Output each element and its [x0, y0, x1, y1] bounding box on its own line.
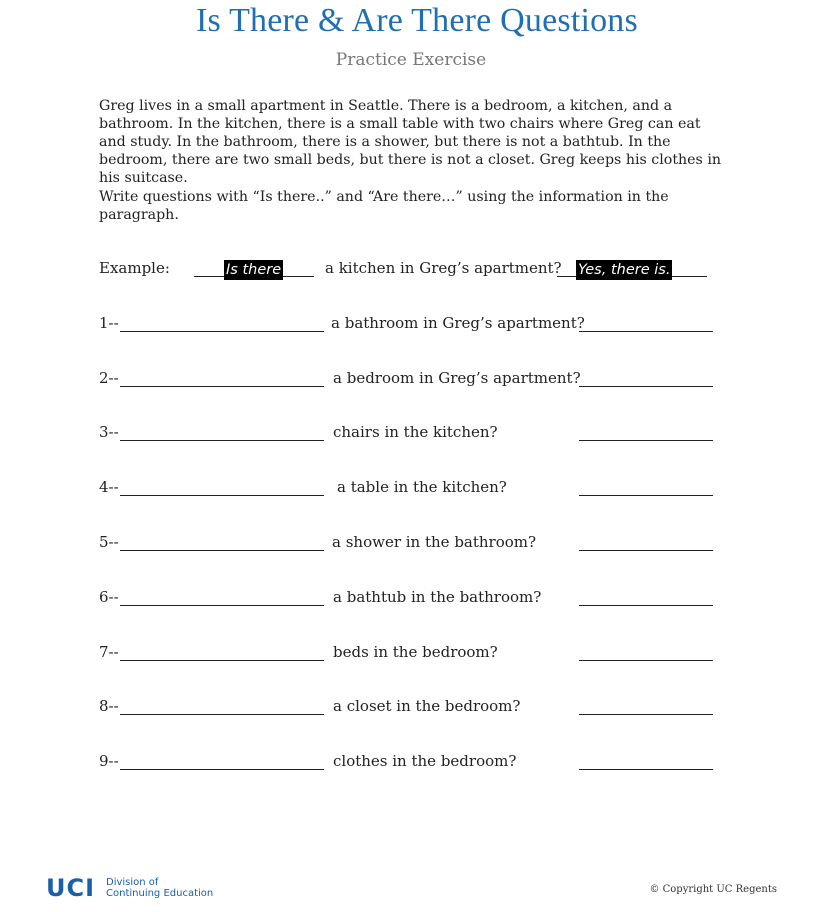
question-text: a bathtub in the bathroom?: [333, 588, 542, 606]
question-row-7: [0, 643, 834, 667]
story-paragraph: Greg lives in a small apartment in Seattle. There is a bedroom, a kitchen, and a bathroom. In the kitchen, there is a small table with two chairs where Greg can eat and study. In the bathroom, there is a shower, but there is not a bathtub. In the bedroom, there are two small beds, but there is not a closet. Greg keeps his clothes in his suitcase.: [99, 98, 722, 186]
answer-blank[interactable]: [579, 550, 713, 551]
question-blank[interactable]: [120, 495, 324, 496]
instructions-paragraph: Write questions with “Is there..” and “Are there…” using the information in the paragraph.: [99, 189, 669, 223]
question-number: 3--: [99, 423, 119, 441]
question-row-8: [0, 697, 834, 721]
question-number: 2--: [99, 369, 119, 387]
question-row-9: [0, 752, 834, 776]
example-label: Example:: [99, 259, 170, 277]
question-text: clothes in the bedroom?: [333, 752, 517, 770]
question-blank[interactable]: [120, 714, 324, 715]
question-text: beds in the bedroom?: [333, 643, 498, 661]
question-number: 6--: [99, 588, 119, 606]
question-row-4: [0, 478, 834, 502]
question-text: a closet in the bedroom?: [333, 697, 521, 715]
question-number: 1--: [99, 314, 119, 332]
question-text: a shower in the bathroom?: [332, 533, 537, 551]
answer-blank[interactable]: [579, 495, 713, 496]
question-number: 5--: [99, 533, 119, 551]
uci-logo-subtitle-line2: Continuing Education: [106, 888, 214, 899]
question-number: 9--: [99, 752, 119, 770]
question-blank[interactable]: [120, 769, 324, 770]
question-text: a table in the kitchen?: [337, 478, 507, 496]
answer-blank[interactable]: [579, 440, 713, 441]
question-text: a bathroom in Greg’s apartment?: [331, 314, 585, 332]
question-blank[interactable]: [120, 550, 324, 551]
question-blank[interactable]: [120, 605, 324, 606]
answer-blank[interactable]: [579, 769, 713, 770]
question-text: a bedroom in Greg’s apartment?: [333, 369, 581, 387]
copyright-notice: © Copyright UC Regents: [649, 884, 777, 895]
question-number: 4--: [99, 478, 119, 496]
answer-blank[interactable]: [579, 714, 713, 715]
question-number: 8--: [99, 697, 119, 715]
question-text: chairs in the kitchen?: [333, 423, 498, 441]
question-blank[interactable]: [120, 331, 324, 332]
answer-blank[interactable]: [579, 386, 713, 387]
answer-blank[interactable]: [579, 331, 713, 332]
question-row-5: [0, 533, 834, 557]
question-blank[interactable]: [120, 386, 324, 387]
uci-logo-subtitle-line1: Division of: [106, 877, 159, 888]
answer-blank[interactable]: [579, 605, 713, 606]
question-number: 7--: [99, 643, 119, 661]
example-question-answer: Is there: [226, 262, 282, 278]
page-subtitle: Practice Exercise: [335, 50, 487, 70]
question-blank[interactable]: [120, 440, 324, 441]
question-row-3: [0, 423, 834, 447]
example-row: [0, 259, 834, 283]
page-title: Is There & Are There Questions: [196, 2, 638, 39]
question-blank[interactable]: [120, 660, 324, 661]
uci-logo-text: UCI: [46, 874, 96, 902]
question-row-2: [0, 369, 834, 393]
question-row-1: [0, 314, 834, 338]
example-question-text: a kitchen in Greg’s apartment?: [325, 259, 562, 277]
uci-logo-subtitle: [106, 877, 213, 899]
answer-blank[interactable]: [579, 660, 713, 661]
question-row-6: [0, 588, 834, 612]
example-response-answer: Yes, there is.: [578, 262, 671, 278]
